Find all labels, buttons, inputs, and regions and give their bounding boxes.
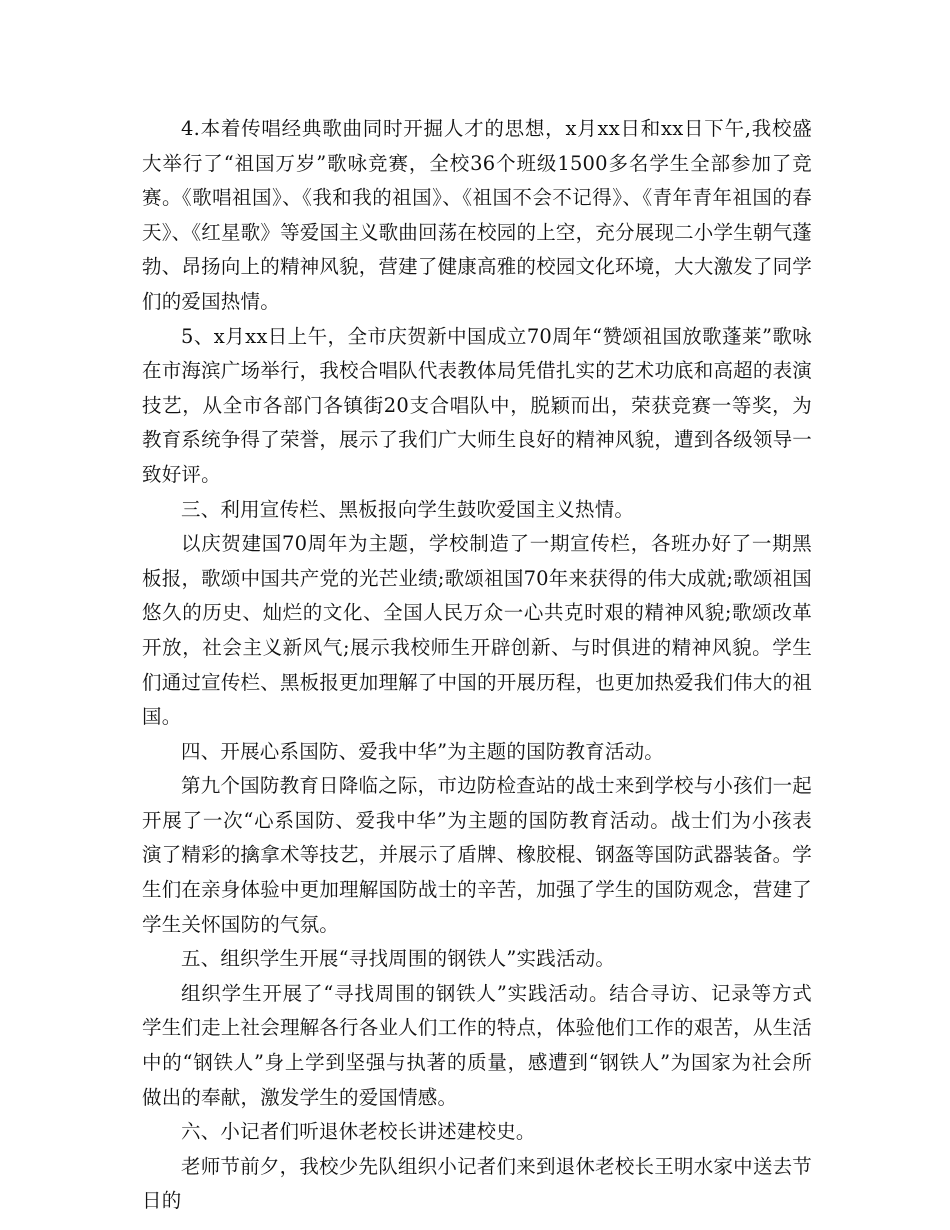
paragraph-city-chorus: 5、x月xx日上午，全市庆贺新中国成立70周年“赞颂祖国放歌蓬莱”歌咏在市海滨广场举行，我校合唱队代表教体局凭借扎实的艺术功底和高超的表演技艺，从全市各部门各镇街20支合唱队中，脱颖而出，荣获竞赛一等奖，为教育系统争得了荣誉，展示了我们广大师生良好的精神风貌，遭到各级领导一致好评。 <box>142 324 812 486</box>
paragraph-song-contest: 4.本着传唱经典歌曲同时开掘人才的思想，x月xx日和xx日下午,我校盛大举行了“祖国万岁”歌咏竞赛，全校36个班级1500多名学生全部参加了竞赛。《歌唱祖国》、《我和我的祖国》、《祖国不会不记得》、《青年青年祖国的春天》、《红星歌》等爱国主义歌曲回荡在校园的上空，充分展现二小学生朝气蓬勃、昂扬向上的精神风貌，营建了健康高雅的校园文化环境，大大激发了同学们的爱国热情。 <box>142 117 813 313</box>
document-body <box>142 112 812 1219</box>
paragraph-blackboard: 以庆贺建国70周年为主题，学校制造了一期宣传栏，各班办好了一期黑板报，歌颂中国共产党的光芒业绩;歌颂祖国70年来获得的伟大成就;歌颂祖国悠久的历史、灿烂的文化、全国人民万众一心共克时艰的精神风貌;歌颂改革开放，社会主义新风气;展示我校师生开辟创新、与时俱进的精神风貌。学生们通过宣传栏、黑板报更加理解了中国的开展历程，也更加热爱我们伟大的祖国。 <box>142 532 812 729</box>
paragraph-defense-education: 第九个国防教育日降临之际，市边防检查站的战士来到学校与小孩们一起开展了一次“心系国防、爱我中华”为主题的国防教育活动。战士们为小孩表演了精彩的擒拿术等技艺，并展示了盾牌、橡胶棍、钢盔等国防武器装备。学生们在亲身体验中更加理解国防战士的辛苦，加强了学生的国防观念，营建了学生关怀国防的气氛。 <box>142 774 812 936</box>
heading-section-5: 五、组织学生开展“寻找周围的钢铁人”实践活动。 <box>181 947 616 971</box>
paragraph-steel-people: 组织学生开展了“寻找周围的钢铁人”实践活动。结合寻访、记录等方式学生们走上社会理解各行各业人们工作的特点，体验他们工作的艰苦，从生活中的“钢铁人”身上学到坚强与执著的质量，感遭到“钢铁人”为国家为社会所做出的奉献，激发学生的爱国情感。 <box>142 981 812 1109</box>
heading-section-3: 三、利用宣传栏、黑板报向学生鼓吹爱国主义热情。 <box>181 497 635 521</box>
paragraph-teachers-day: 老师节前夕，我校少先队组织小记者们来到退休老校长王明水家中送去节日的 <box>142 1154 812 1213</box>
heading-section-6: 六、小记者们听退休老校长讲述建校史。 <box>181 1120 536 1144</box>
heading-section-4: 四、开展心系国防、爱我中华”为主题的国防教育活动。 <box>181 739 664 763</box>
